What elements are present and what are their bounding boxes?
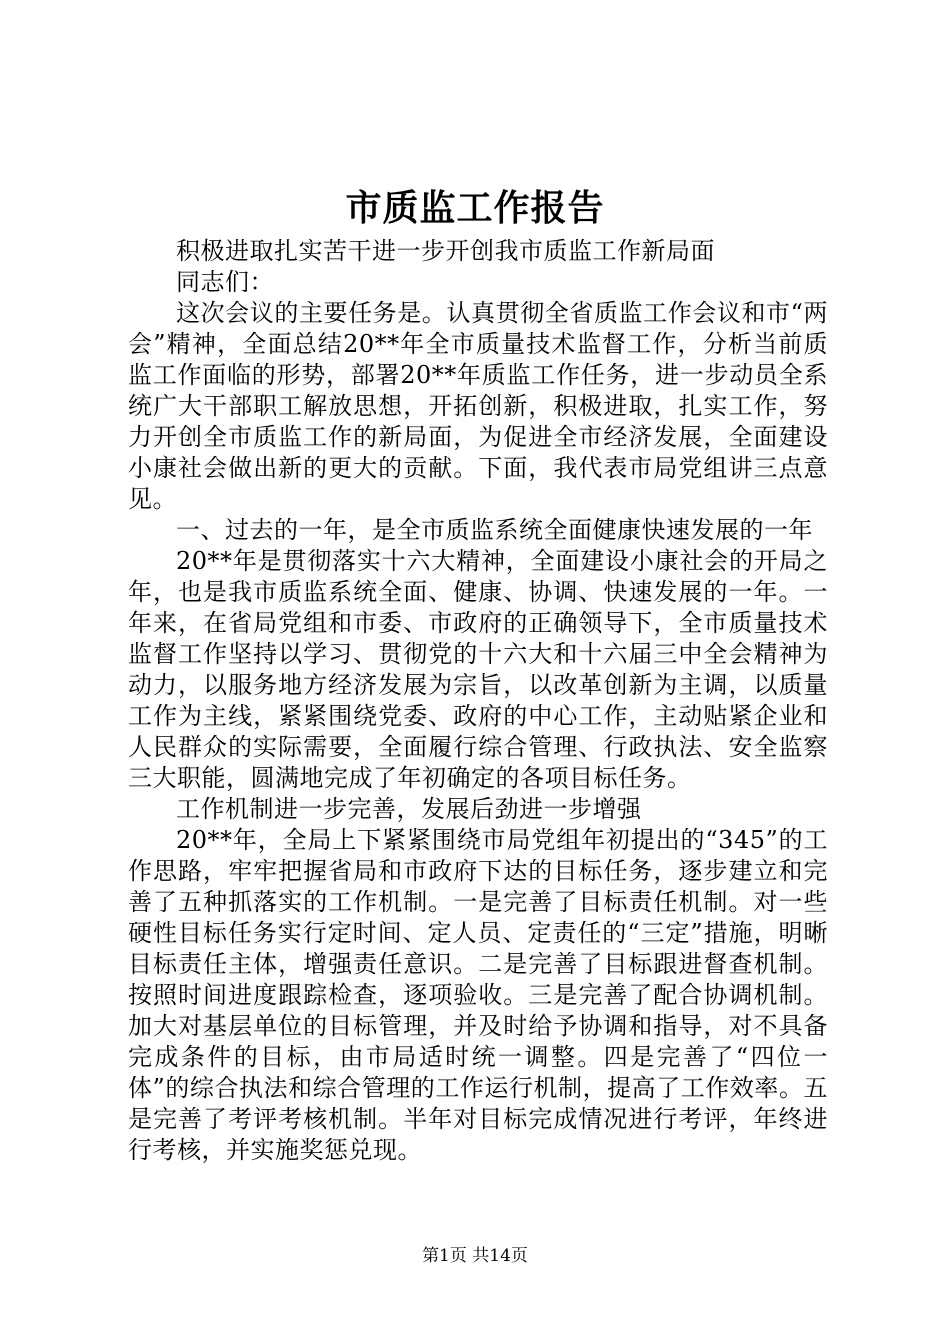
document-body: [128, 236, 828, 1166]
section-heading: 一、过去的一年，是全市质监系统全面健康快速发展的一年: [176, 516, 813, 544]
body-paragraph: 20**年是贯彻落实十六大精神，全面建设小康社会的开局之年，也是我市质监系统全面、健康、协调、快速发展的一年。一年来，在省局党组和市委、市政府的正确领导下，全市质量技术监督工作坚持以学习、贯彻党的十六大和十六届三中全会精神为动力，以服务地方经济发展为宗旨，以改革创新为主调，以质量工作为主线，紧紧围绕党委、政府的中心工作，主动贴紧企业和人民群众的实际需要，全面履行综合管理、行政执法、安全监察三大职能，圆满地完成了年初确定的各项目标任务。: [128, 547, 828, 792]
body-paragraph: 这次会议的主要任务是。认真贯彻全省质监工作会议和市“两会”精神，全面总结20**年全市质量技术监督工作，分析当前质监工作面临的形势，部署20**年质监工作任务，进一步动员全系统广大干部职工解放思想，开拓创新，积极进取，扎实工作，努力开创全市质监工作的新局面，为促进全市经济发展，全面建设小康社会做出新的更大的贡献。下面，我代表市局党组讲三点意见。: [128, 299, 828, 513]
subsection-heading: 工作机制进一步完善，发展后劲进一步增强: [176, 795, 642, 823]
subtitle-paragraph: 积极进取扎实苦干进一步开创我市质监工作新局面: [176, 237, 715, 265]
document-title: 市质监工作报告: [345, 187, 605, 229]
page-footer: [0, 1244, 950, 1268]
body-paragraph: 20**年，全局上下紧紧围绕市局党组年初提出的“345”的工作思路，牢牢把握省局和市政府下达的目标任务，逐步建立和完善了五种抓落实的工作机制。一是完善了目标责任机制。对一些硬性目标任务实行定时间、定人员、定责任的“三定”措施，明晰目标责任主体，增强责任意识。二是完善了目标跟进督查机制。按照时间进度跟踪检查，逐项验收。三是完善了配合协调机制。加大对基层单位的目标管理，并及时给予协调和指导，对不具备完成条件的目标，由市局适时统一调整。四是完善了“四位一体”的综合执法和综合管理的工作运行机制，提高了工作效率。五是完善了考评考核机制。半年对目标完成情况进行考评，年终进行考核，并实施奖惩兑现。: [128, 826, 828, 1164]
page-number-label: 第1页 共14页: [422, 1246, 528, 1266]
salutation-paragraph: 同志们：: [176, 268, 274, 296]
